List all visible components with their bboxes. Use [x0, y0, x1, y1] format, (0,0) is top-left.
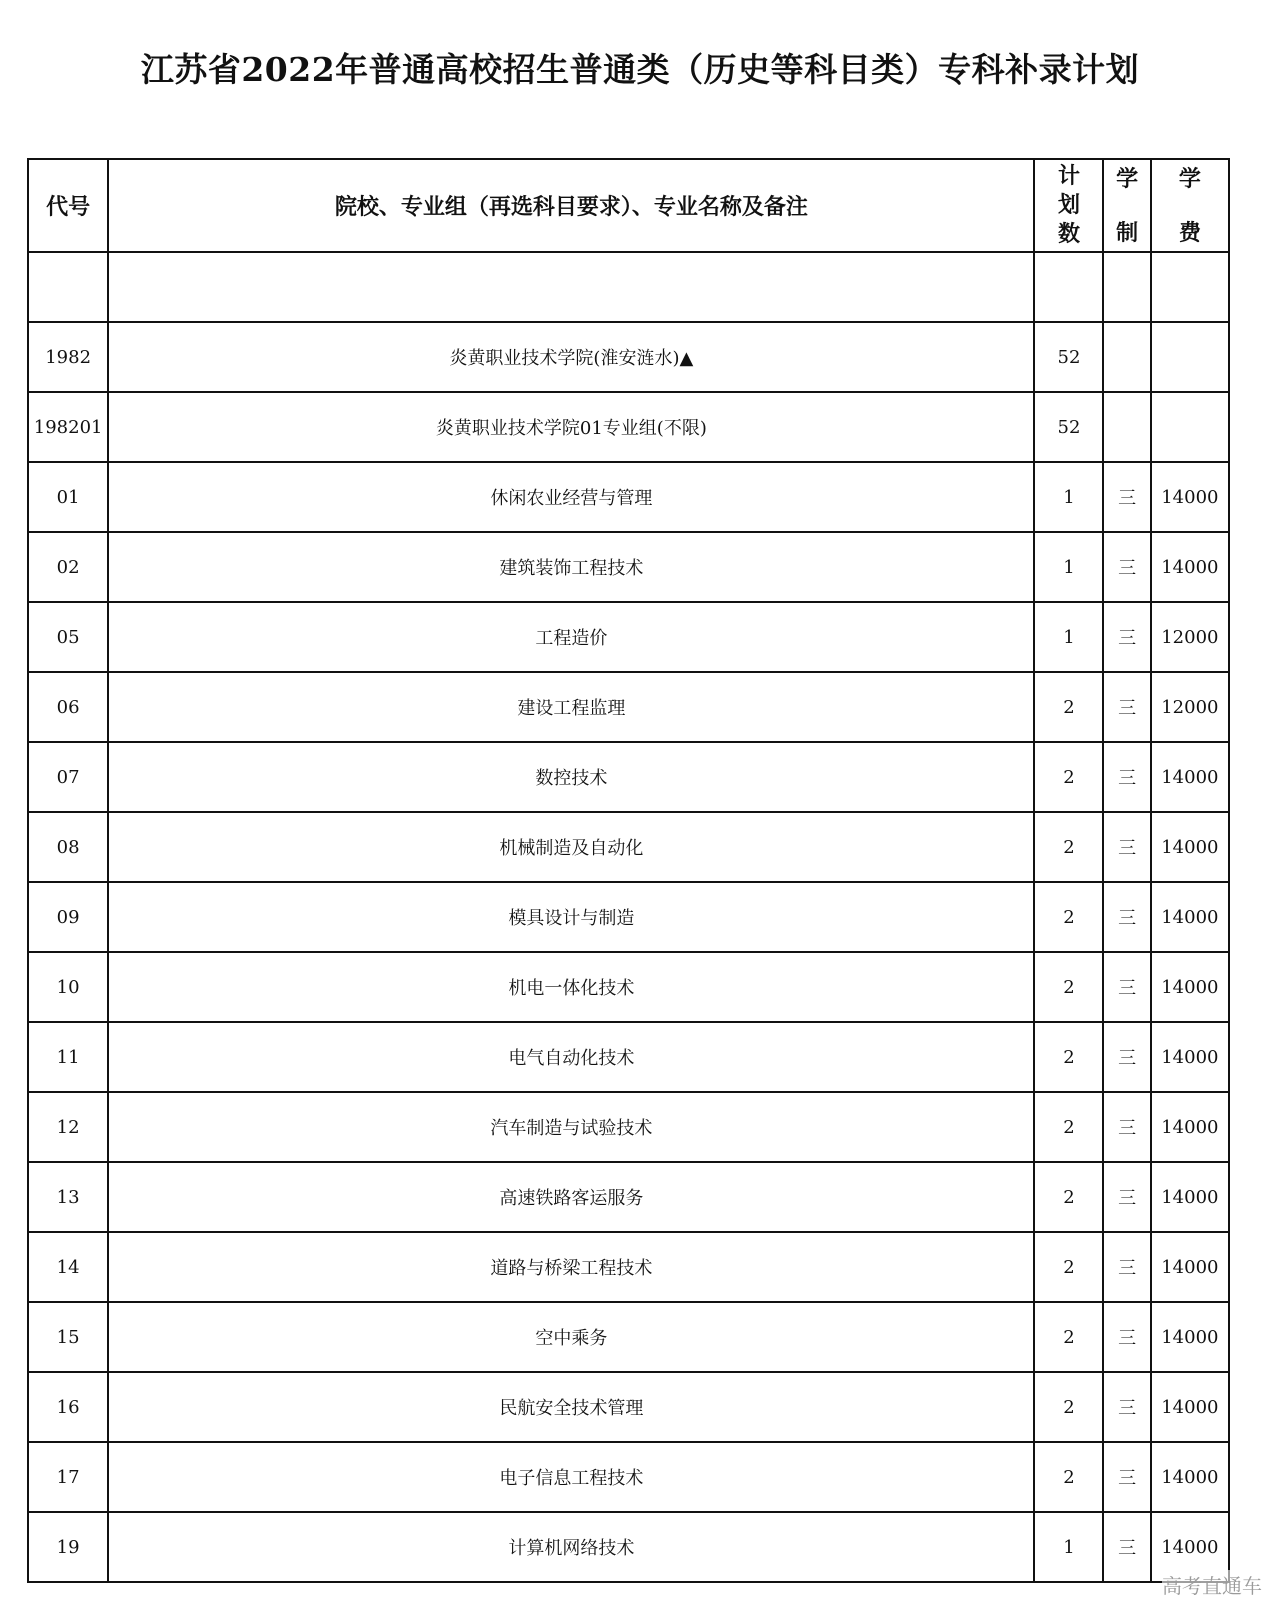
cell-duration: 三 [1103, 882, 1150, 952]
cell-name: 道路与桥梁工程技术 [108, 1232, 1034, 1302]
header-fee [1151, 159, 1229, 252]
cell-fee: 14000 [1151, 462, 1229, 532]
cell-plan: 2 [1034, 1442, 1103, 1512]
table-row [28, 252, 1229, 322]
cell-plan: 2 [1034, 1092, 1103, 1162]
cell-fee: 14000 [1151, 1162, 1229, 1232]
cell-duration [1103, 322, 1150, 392]
cell-code: 08 [28, 812, 108, 882]
cell-fee: 14000 [1151, 1512, 1229, 1582]
cell-name: 工程造价 [108, 602, 1034, 672]
header-fee-char: 学 [1178, 167, 1201, 192]
cell-duration: 三 [1103, 1302, 1150, 1372]
header-plan [1034, 159, 1103, 252]
cell-code: 02 [28, 532, 108, 602]
cell-code: 01 [28, 462, 108, 532]
cell-plan: 2 [1034, 672, 1103, 742]
cell-fee: 14000 [1151, 1022, 1229, 1092]
header-plan-char: 划 [1057, 193, 1080, 218]
header-plan-char: 数 [1057, 222, 1080, 247]
header-plan-char: 计 [1057, 164, 1080, 189]
cell-plan: 1 [1034, 532, 1103, 602]
cell-plan: 2 [1034, 1372, 1103, 1442]
table-row [28, 1442, 1229, 1512]
cell-name: 炎黄职业技术学院(淮安涟水)▲ [108, 322, 1034, 392]
cell-code: 17 [28, 1442, 108, 1512]
cell-name: 电气自动化技术 [108, 1022, 1034, 1092]
cell-duration: 三 [1103, 1232, 1150, 1302]
cell-duration [1103, 252, 1150, 322]
table-row [28, 1372, 1229, 1442]
cell-fee: 14000 [1151, 532, 1229, 602]
table-row [28, 1092, 1229, 1162]
cell-name: 机械制造及自动化 [108, 812, 1034, 882]
cell-name: 休闲农业经营与管理 [108, 462, 1034, 532]
table-row [28, 742, 1229, 812]
table-row [28, 322, 1229, 392]
page-title: 江苏省2022年普通高校招生普通类（历史等科目类）专科补录计划 [140, 50, 1140, 89]
cell-duration: 三 [1103, 812, 1150, 882]
cell-duration: 三 [1103, 1022, 1150, 1092]
table-row [28, 462, 1229, 532]
header-duration-char: 制 [1116, 221, 1139, 246]
cell-plan [1034, 252, 1103, 322]
cell-name: 建设工程监理 [108, 672, 1034, 742]
cell-code: 07 [28, 742, 108, 812]
cell-plan: 2 [1034, 1022, 1103, 1092]
table-row [28, 1232, 1229, 1302]
cell-name: 数控技术 [108, 742, 1034, 812]
cell-code: 16 [28, 1372, 108, 1442]
cell-name: 汽车制造与试验技术 [108, 1092, 1034, 1162]
cell-name: 机电一体化技术 [108, 952, 1034, 1022]
cell-plan: 52 [1034, 322, 1103, 392]
cell-duration [1103, 392, 1150, 462]
cell-code: 11 [28, 1022, 108, 1092]
table-body [28, 252, 1229, 1582]
header-code: 代号 [28, 159, 108, 252]
table-header-row [28, 159, 1229, 252]
cell-fee: 14000 [1151, 882, 1229, 952]
cell-code: 05 [28, 602, 108, 672]
header-name: 院校、专业组（再选科目要求）、专业名称及备注 [108, 159, 1034, 252]
cell-code: 10 [28, 952, 108, 1022]
table-row [28, 1162, 1229, 1232]
cell-code: 198201 [28, 392, 108, 462]
table-row [28, 882, 1229, 952]
cell-fee [1151, 392, 1229, 462]
cell-duration: 三 [1103, 1162, 1150, 1232]
cell-plan: 2 [1034, 952, 1103, 1022]
cell-fee: 12000 [1151, 672, 1229, 742]
cell-code [28, 252, 108, 322]
cell-duration: 三 [1103, 1442, 1150, 1512]
table-row [28, 672, 1229, 742]
cell-code: 09 [28, 882, 108, 952]
table-row [28, 1512, 1229, 1582]
cell-fee: 14000 [1151, 812, 1229, 882]
cell-fee: 12000 [1151, 602, 1229, 672]
watermark: 高考直通车 [1162, 1570, 1262, 1599]
table-row [28, 812, 1229, 882]
cell-duration: 三 [1103, 1092, 1150, 1162]
cell-duration: 三 [1103, 672, 1150, 742]
cell-code: 14 [28, 1232, 108, 1302]
cell-name: 建筑装饰工程技术 [108, 532, 1034, 602]
cell-plan: 52 [1034, 392, 1103, 462]
cell-fee: 14000 [1151, 1302, 1229, 1372]
cell-code: 19 [28, 1512, 108, 1582]
cell-plan: 2 [1034, 1302, 1103, 1372]
cell-fee: 14000 [1151, 1442, 1229, 1512]
cell-name: 计算机网络技术 [108, 1512, 1034, 1582]
cell-plan: 1 [1034, 1512, 1103, 1582]
cell-plan: 1 [1034, 462, 1103, 532]
table-row [28, 1022, 1229, 1092]
cell-name: 空中乘务 [108, 1302, 1034, 1372]
cell-code: 1982 [28, 322, 108, 392]
cell-code: 15 [28, 1302, 108, 1372]
cell-duration: 三 [1103, 952, 1150, 1022]
cell-fee [1151, 252, 1229, 322]
cell-fee: 14000 [1151, 742, 1229, 812]
cell-name: 炎黄职业技术学院01专业组(不限) [108, 392, 1034, 462]
cell-duration: 三 [1103, 602, 1150, 672]
cell-fee: 14000 [1151, 1372, 1229, 1442]
cell-fee: 14000 [1151, 1232, 1229, 1302]
table-row [28, 602, 1229, 672]
cell-fee: 14000 [1151, 1092, 1229, 1162]
cell-duration: 三 [1103, 1372, 1150, 1442]
header-duration-char: 学 [1116, 167, 1139, 192]
cell-name [108, 252, 1034, 322]
cell-plan: 2 [1034, 812, 1103, 882]
cell-name: 高速铁路客运服务 [108, 1162, 1034, 1232]
cell-plan: 1 [1034, 602, 1103, 672]
table-row [28, 952, 1229, 1022]
header-fee-char: 费 [1178, 221, 1201, 246]
cell-duration: 三 [1103, 742, 1150, 812]
header-duration [1103, 159, 1150, 252]
cell-fee [1151, 322, 1229, 392]
cell-code: 13 [28, 1162, 108, 1232]
cell-plan: 2 [1034, 1232, 1103, 1302]
cell-duration: 三 [1103, 1512, 1150, 1582]
cell-name: 民航安全技术管理 [108, 1372, 1034, 1442]
table-row [28, 532, 1229, 602]
cell-fee: 14000 [1151, 952, 1229, 1022]
cell-name: 电子信息工程技术 [108, 1442, 1034, 1512]
cell-plan: 2 [1034, 742, 1103, 812]
table-row [28, 1302, 1229, 1372]
cell-name: 模具设计与制造 [108, 882, 1034, 952]
cell-plan: 2 [1034, 882, 1103, 952]
enrollment-plan-table [27, 158, 1230, 1583]
cell-duration: 三 [1103, 532, 1150, 602]
cell-plan: 2 [1034, 1162, 1103, 1232]
cell-code: 06 [28, 672, 108, 742]
cell-code: 12 [28, 1092, 108, 1162]
table-row [28, 392, 1229, 462]
cell-duration: 三 [1103, 462, 1150, 532]
